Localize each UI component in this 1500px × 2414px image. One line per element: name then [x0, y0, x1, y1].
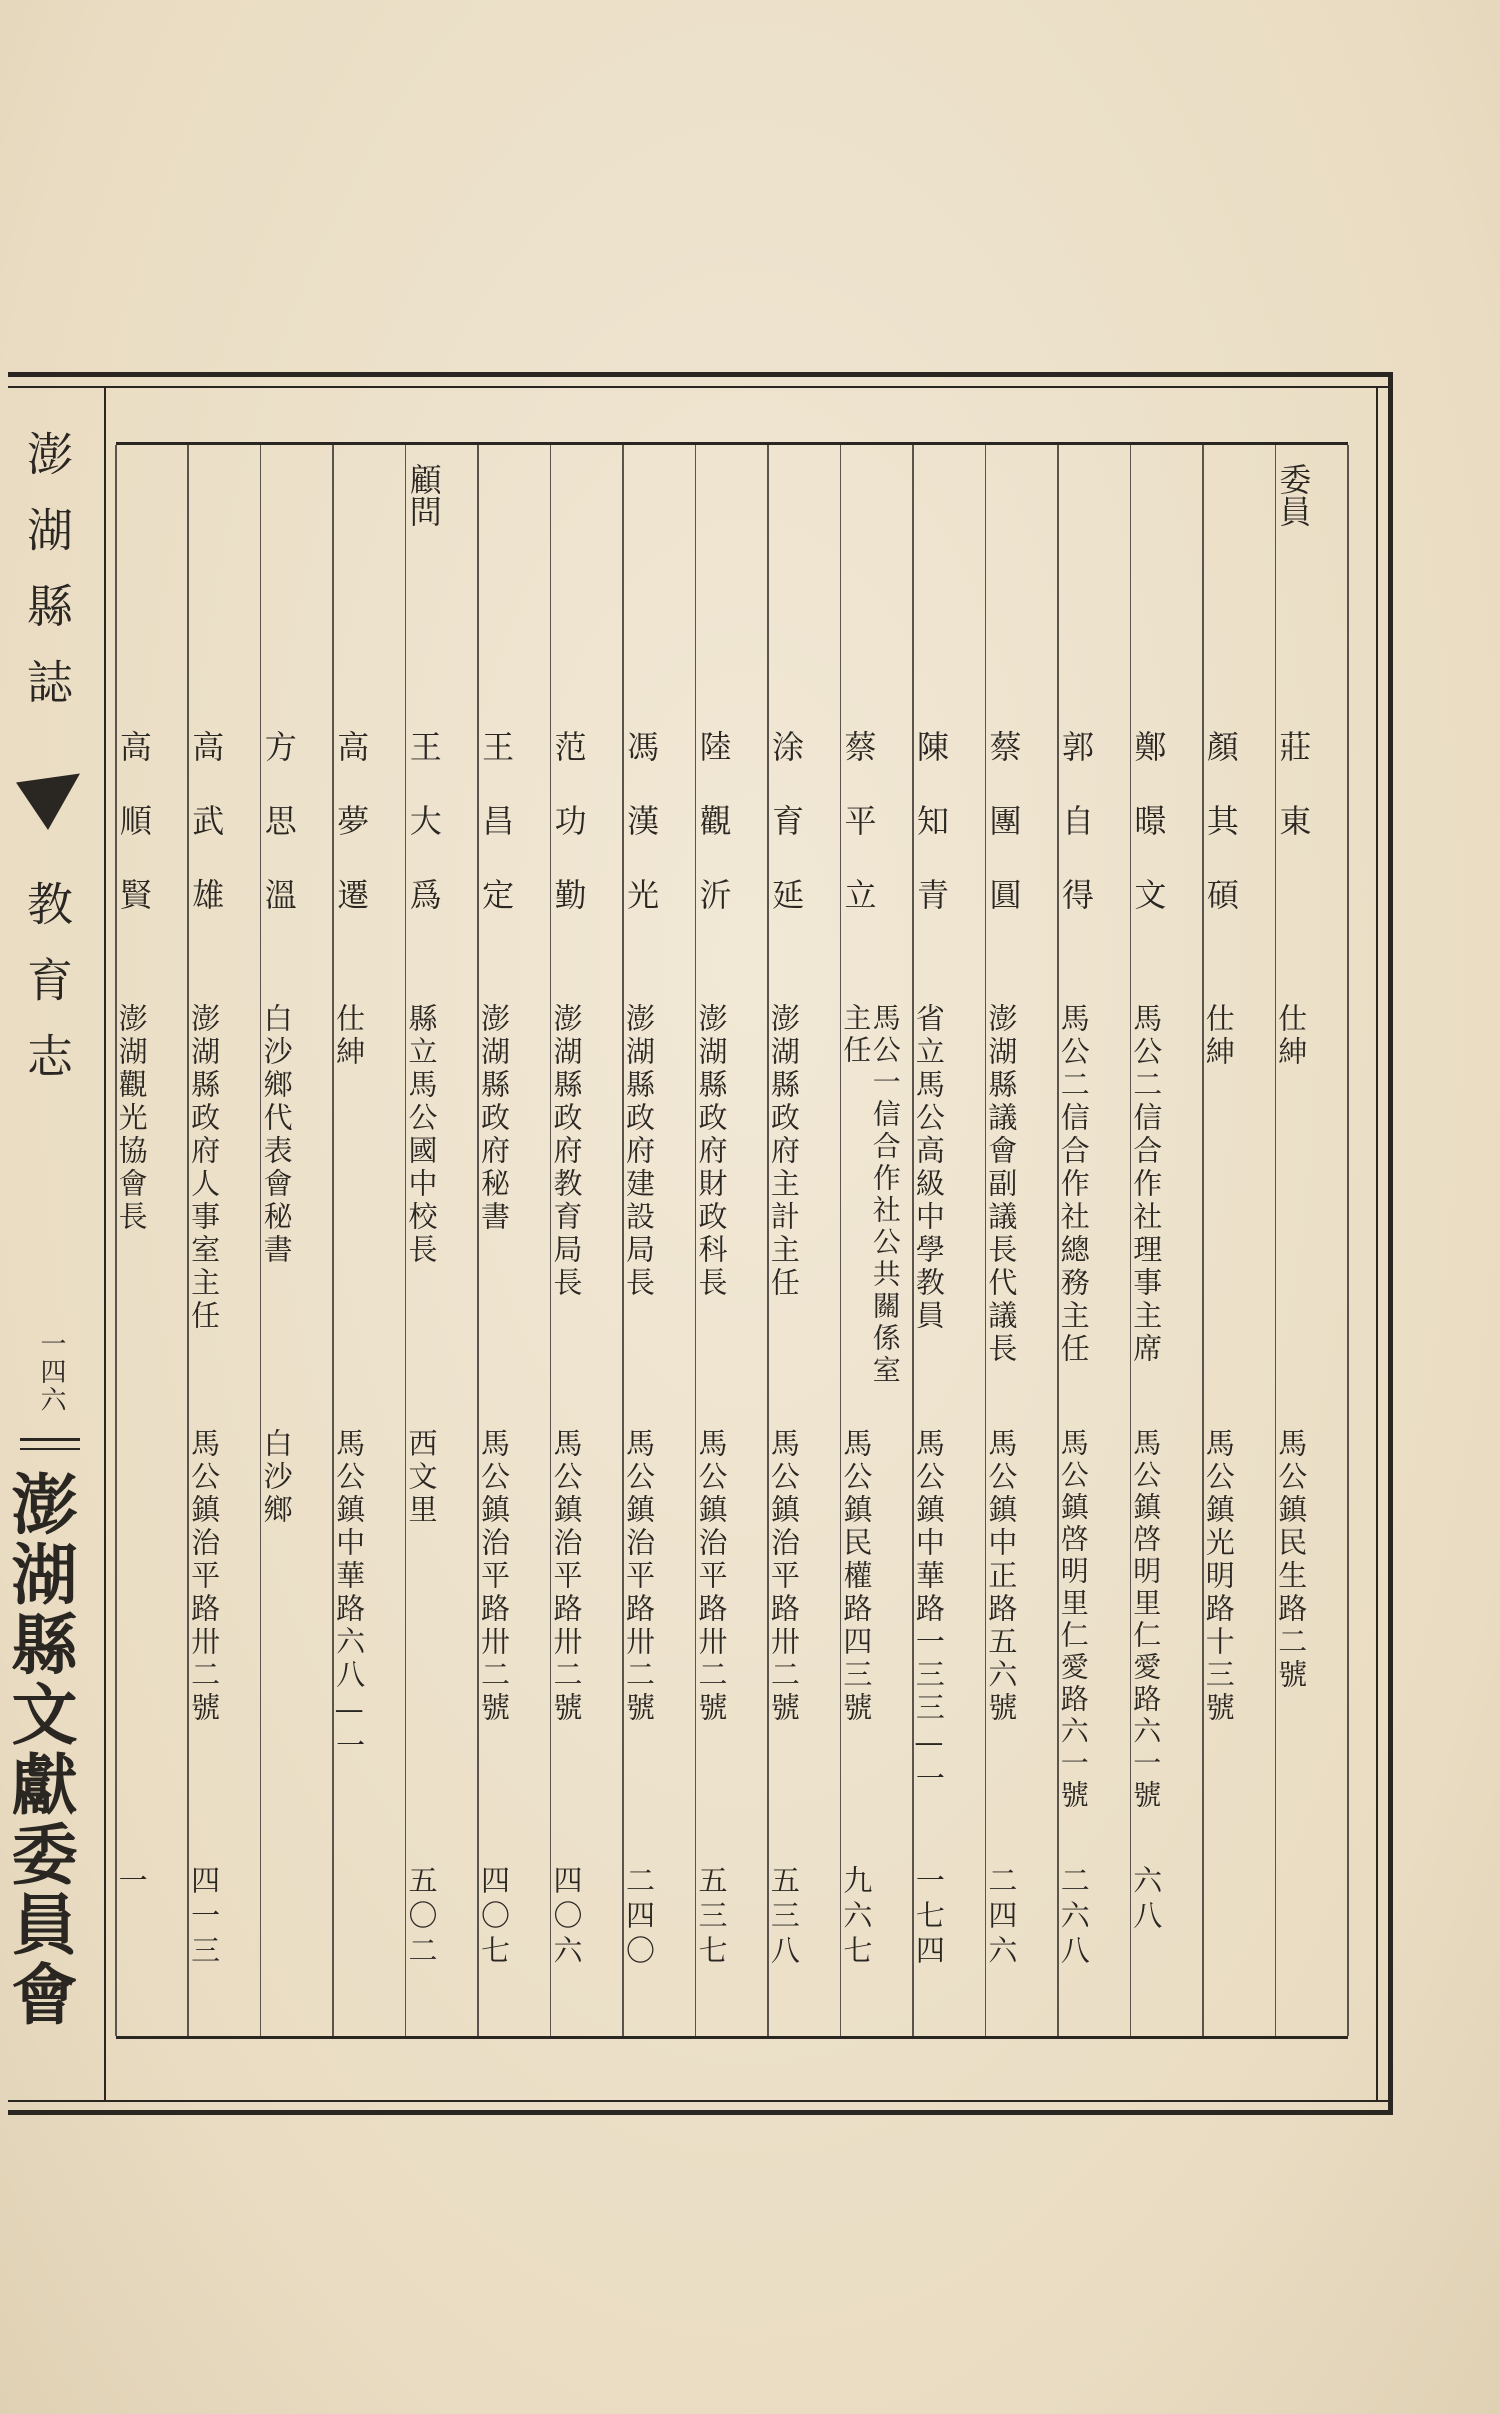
phone-cell-text: 六八: [1129, 1865, 1164, 1935]
address-cell: [1058, 1428, 1130, 1848]
name-cell: [261, 730, 333, 990]
phone-cell-text: 四一三: [187, 1865, 222, 1970]
title-cell-text: 馬公二信合作社總務主任: [1056, 1003, 1091, 1366]
page-number: 一四六: [36, 1330, 66, 1414]
name-cell: [696, 730, 768, 990]
phone-cell: [334, 1865, 406, 2025]
address-cell-text: 馬公鎮治平路卅二號: [766, 1428, 801, 1725]
phone-cell-text: 二六八: [1056, 1865, 1091, 1970]
phone-cell-text: 九六七: [839, 1865, 874, 1970]
address-cell: [189, 1428, 261, 1848]
phone-cell-text: 五〇二: [404, 1865, 439, 1970]
title-cell-text: 白沙鄉代表會秘書: [259, 1003, 294, 1267]
name-cell: [624, 730, 696, 990]
address-cell: [1276, 1428, 1348, 1848]
title-cell-text: 澎湖縣議會副議長代議長: [984, 1003, 1019, 1366]
title-cell-text: 澎湖縣政府建設局長: [621, 1003, 656, 1300]
table-row: [841, 445, 913, 2035]
title-cell-text: 縣立馬公國中校長: [404, 1003, 439, 1267]
address-cell-text: 馬公鎮光明路十三號: [1201, 1428, 1236, 1725]
name-cell: [189, 730, 261, 990]
name-cell-text: 范功勤: [549, 730, 588, 952]
name-cell-text: 馮漢光: [622, 730, 661, 952]
bottom-outer-rule: [8, 2110, 1392, 2115]
address-cell: [986, 1428, 1058, 1848]
name-cell-text: 鄭暻文: [1129, 730, 1168, 952]
phone-cell: [768, 1865, 840, 2025]
phone-cell-text: 四〇六: [549, 1865, 584, 1970]
phone-cell: [406, 1865, 478, 2025]
name-cell-text: 方思溫: [259, 730, 298, 952]
table-row: [1203, 445, 1275, 2035]
phone-cell-text: 五三八: [766, 1865, 801, 1970]
phone-cell: [621, 1865, 696, 2025]
bottom-inner-rule: [8, 2100, 1392, 2102]
name-cell: [1131, 730, 1203, 990]
table-row: [1276, 445, 1348, 2035]
table-row: [768, 445, 840, 2035]
table-row: [116, 445, 188, 2035]
title-cell-text: 澎湖縣政府秘書: [477, 1003, 512, 1234]
name-cell-text: 陸觀沂: [694, 730, 733, 952]
name-cell: [551, 730, 623, 990]
phone-cell: [1058, 1865, 1130, 2025]
table-bottom-line: [116, 2036, 1348, 2039]
phone-cell: [1131, 1865, 1203, 2025]
address-cell-text: 馬公鎮中華路一三三—一: [911, 1428, 946, 1796]
name-cell-text: 高夢遷: [332, 730, 371, 952]
right-inner-rule: [1376, 386, 1378, 2102]
address-cell-text: 馬公鎮啓明里仁愛路六一號: [1129, 1428, 1163, 1812]
phone-cell: [116, 1865, 188, 2025]
name-cell-text: 郭自得: [1056, 730, 1095, 952]
name-cell-text: 蔡團圓: [984, 730, 1023, 952]
address-cell: [334, 1428, 406, 1848]
address-cell-text: 馬公鎮治平路卅二號: [694, 1428, 729, 1725]
table-row: [479, 445, 551, 2035]
table-row: [1058, 445, 1130, 2035]
address-cell: [1203, 1428, 1275, 1848]
title-cell-text: 澎湖縣政府財政科長: [694, 1003, 729, 1300]
name-cell: [768, 730, 840, 990]
phone-cell-text: 一: [114, 1865, 149, 1900]
name-cell: [1276, 730, 1348, 990]
book-title: 澎湖縣誌: [20, 430, 74, 734]
title-cell-text: 馬公一信合作社公共關係室主任: [839, 1003, 902, 1387]
address-cell-text: 西文里: [404, 1428, 439, 1527]
name-cell: [116, 730, 188, 990]
name-cell: [913, 730, 985, 990]
address-cell-text: 馬公鎮治平路卅二號: [187, 1428, 222, 1725]
title-cell-text: 澎湖縣政府教育局長: [549, 1003, 584, 1300]
phone-cell: [261, 1865, 333, 2025]
top-inner-rule: [8, 386, 1392, 388]
name-cell-text: 涂育延: [767, 730, 806, 952]
section-marker-icon: [16, 774, 80, 835]
address-cell-text: 馬公鎮治平路卅二號: [477, 1428, 512, 1725]
margin-divider-line: [20, 1438, 80, 1441]
name-cell-text: 陳知青: [912, 730, 950, 952]
table-row: [551, 445, 623, 2035]
section-title: 教育志: [20, 880, 74, 1108]
phone-cell-text: 二四〇: [621, 1865, 656, 1970]
name-cell-text: 高武雄: [187, 730, 226, 952]
address-cell-text: 馬公鎮啓明里仁愛路六一號: [1056, 1428, 1090, 1812]
phone-cell: [1276, 1865, 1348, 2025]
table-row: [189, 445, 261, 2035]
role-cell-text: 委員: [1274, 463, 1313, 527]
address-cell: [479, 1428, 551, 1848]
table-row: [986, 445, 1058, 2035]
address-cell-text: 馬公鎮治平路卅二號: [549, 1428, 584, 1725]
phone-cell-text: 一七四: [911, 1865, 946, 1970]
right-outer-rule: [1388, 372, 1393, 2115]
address-cell: [261, 1428, 333, 1848]
address-cell-text: 白沙鄉: [259, 1428, 294, 1527]
table-row: [406, 445, 478, 2035]
name-cell: [479, 730, 551, 990]
address-cell: [406, 1428, 478, 1848]
table-row: [261, 445, 333, 2035]
table-row: [1131, 445, 1203, 2035]
address-cell-text: 馬公鎮中華路六八—一: [332, 1428, 367, 1763]
table-row: [621, 445, 696, 2035]
phone-cell: [841, 1865, 913, 2025]
address-cell: [696, 1428, 768, 1848]
title-cell-text: 澎湖觀光協會長: [114, 1003, 149, 1234]
address-cell: [1131, 1428, 1203, 1848]
phone-cell: [913, 1865, 985, 2025]
title-cell-text: 澎湖縣政府人事室主任: [187, 1003, 222, 1333]
name-cell-text: 高順賢: [114, 730, 153, 952]
table-row: [334, 445, 406, 2035]
phone-cell: [986, 1865, 1058, 2025]
phone-cell: [696, 1865, 768, 2025]
title-cell-text: 澎湖縣政府主計主任: [766, 1003, 801, 1300]
name-cell: [406, 730, 478, 990]
role-cell-text: 顧問: [404, 463, 443, 527]
top-outer-rule: [8, 372, 1392, 377]
address-cell-text: 馬公鎮民權路四三號: [839, 1428, 874, 1725]
address-cell-text: 馬公鎮中正路五六號: [984, 1428, 1019, 1725]
phone-cell: [479, 1865, 551, 2025]
address-cell: [621, 1428, 696, 1848]
name-cell-text: 莊東: [1274, 730, 1313, 878]
address-cell: [551, 1428, 623, 1848]
address-cell: [116, 1428, 188, 1848]
name-cell-text: 顏其碩: [1201, 730, 1240, 952]
name-cell: [1203, 730, 1275, 990]
name-cell: [1058, 730, 1130, 990]
address-cell-text: 馬公鎮民生路二號: [1274, 1428, 1309, 1692]
table-row: [913, 445, 985, 2035]
address-cell: [841, 1428, 913, 1848]
phone-cell: [1203, 1865, 1275, 2025]
address-cell-text: 馬公鎮治平路卅二號: [621, 1428, 656, 1725]
phone-cell: [189, 1865, 261, 2025]
name-cell-text: 王昌定: [477, 730, 516, 952]
table-row: [696, 445, 768, 2035]
title-cell-text: 仕紳: [332, 1003, 367, 1069]
name-cell: [986, 730, 1058, 990]
name-cell-text: 蔡平立: [839, 730, 878, 952]
name-cell-text: 王大爲: [404, 730, 443, 952]
name-cell: [334, 730, 406, 990]
publisher-name: 澎湖縣文獻委員會: [0, 1470, 78, 2030]
phone-cell-text: 二四六: [984, 1865, 1019, 1970]
title-cell-text: 馬公二信合作社理事主席: [1129, 1003, 1164, 1366]
margin-divider-line-2: [20, 1448, 80, 1450]
left-margin-divider: [104, 386, 106, 2102]
address-cell: [913, 1428, 985, 1848]
title-cell-text: 仕紳: [1274, 1003, 1309, 1069]
phone-cell-text: 四〇七: [477, 1865, 512, 1970]
phone-cell: [551, 1865, 623, 2025]
phone-cell-text: 五三七: [694, 1865, 729, 1970]
address-cell: [768, 1428, 840, 1848]
name-cell: [841, 730, 913, 990]
title-cell-text: 省立馬公高級中學教員: [911, 1003, 946, 1333]
title-cell-text: 仕紳: [1201, 1003, 1236, 1069]
